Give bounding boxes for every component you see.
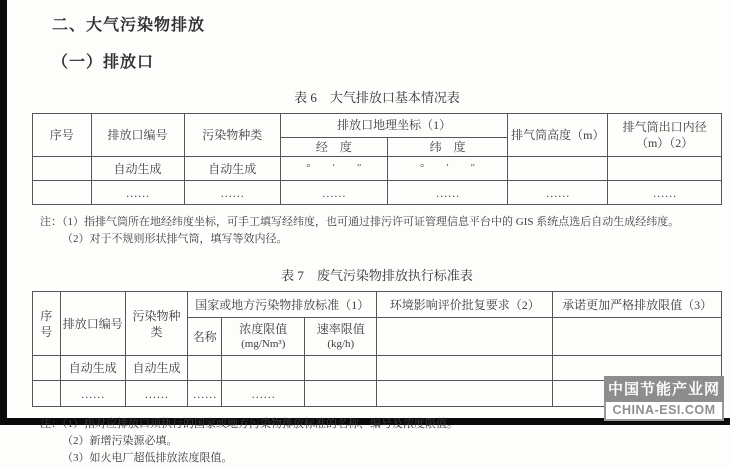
t6-header-latitude: 纬 度: [387, 138, 508, 157]
t7-header-outlet-no: 排放口编号: [60, 292, 125, 356]
t7-header-concentration-limit-unit: (mg/Nm³): [241, 338, 286, 351]
t7-header-seq: 序号: [33, 292, 61, 356]
table6-air-outlet-basic-info: [32, 113, 722, 205]
section-title: 二、大气污染物排放: [52, 17, 206, 34]
t7-cell-outlet-no: 自动生成: [60, 356, 125, 381]
t7-cell-concentration-limit: ……: [222, 381, 305, 407]
t6-cell-longitude: ° ′ ″: [281, 157, 388, 181]
table6-notes: [40, 214, 730, 248]
note-line: 注：（1）指排气筒所在地经纬度坐标，可手工填写经纬度，也可通过排污许可证管理信息平台中的 GIS 系统点选后自动生成经纬度。: [40, 216, 680, 229]
t7-header-rate-limit: [305, 318, 377, 356]
t7-header-rate-limit-unit: (kg/h): [327, 338, 355, 351]
t6-cell-latitude: ° ′ ″: [387, 157, 508, 181]
t6-cell-outlet-no: 自动生成: [91, 157, 184, 181]
t6-cell-stack-height: [508, 157, 608, 181]
t7-cell-pollutant-type: ……: [126, 381, 188, 407]
t7-cell-rate-limit: [305, 356, 377, 381]
t7-cell-standard-name: [188, 356, 222, 381]
site-watermark: [604, 376, 724, 421]
t6-header-outlet-no: 排放口编号: [91, 114, 184, 157]
t6-header-outlet-diameter-line2: （m）（2）: [635, 136, 694, 151]
note-line: 注：（1）指对应排放口须执行的国家或地方污染物排放标准的名称、编号及浓度限值。: [40, 418, 458, 431]
note-line: （2）对于不规则形状排气筒，填写等效内径。: [62, 233, 288, 246]
t6-header-stack-height: 排气筒高度（m）: [508, 114, 608, 157]
watermark-domain: CHINA-ESI.COM: [604, 402, 724, 421]
t7-header-eia-requirement: 环境影响评价批复要求（2）: [377, 292, 553, 318]
t6-cell-pollutant-type: 自动生成: [184, 157, 280, 181]
t6-cell-seq: [33, 181, 92, 205]
t7-cell-seq: [33, 381, 61, 407]
t6-header-geo-coordinates: 排放口地理坐标（1）: [281, 114, 508, 138]
t6-header-longitude: 经 度: [281, 138, 388, 157]
t6-header-outlet-diameter: [608, 114, 722, 157]
t6-cell-outlet-diameter: ……: [608, 181, 722, 205]
table7-caption: 表 7 废气污染物排放执行标准表: [281, 268, 473, 284]
watermark-chinese-name: 中国节能产业网: [604, 376, 724, 402]
t7-cell-eia-requirement: [377, 356, 553, 381]
t7-cell-pollutant-type: 自动生成: [126, 356, 188, 381]
t7-header-rate-limit-line1: 速率限值: [316, 322, 365, 337]
t6-cell-latitude: ……: [387, 181, 508, 205]
scan-edge-left: [0, 0, 7, 425]
t7-header-pollutant-type: 污染物种类: [126, 292, 188, 356]
t6-cell-seq: [33, 157, 92, 181]
t7-header-concentration-limit-line1: 浓度限值: [239, 322, 288, 337]
t7-header-standard-name: 名称: [188, 318, 222, 356]
t7-cell-rate-limit: [305, 381, 377, 407]
t6-header-seq: 序号: [33, 114, 92, 157]
t7-header-stricter-limit: 承诺更加严格排放限值（3）: [553, 292, 722, 318]
note-line: （2）新增污染源必填。: [62, 435, 178, 448]
t6-cell-outlet-no: ……: [91, 181, 184, 205]
table6-caption: 表 6 大气排放口基本情况表: [294, 90, 460, 105]
t7-subheader-stricter-empty: [553, 318, 722, 356]
t7-cell-eia-requirement: [377, 381, 553, 407]
t6-header-pollutant-type: 污染物种类: [184, 114, 280, 157]
t7-cell-outlet-no: ……: [60, 381, 125, 407]
t7-header-concentration-limit: [222, 318, 305, 356]
subsection-title: （一）排放口: [52, 54, 155, 71]
t7-subheader-eia-empty: [377, 318, 553, 356]
t6-cell-outlet-diameter: [608, 157, 722, 181]
note-line: （3）如火电厂超低排放浓度限值。: [62, 452, 233, 465]
t7-cell-concentration-limit: [222, 356, 305, 381]
t6-header-outlet-diameter-line1: 排气筒出口内径: [622, 119, 707, 134]
t7-header-standard: 国家或地方污染物排放标准（1）: [188, 292, 377, 318]
t6-cell-longitude: ……: [281, 181, 388, 205]
t7-cell-standard-name: ……: [188, 381, 222, 407]
t7-cell-seq: [33, 356, 61, 381]
t6-cell-pollutant-type: ……: [184, 181, 280, 205]
t6-cell-stack-height: ……: [508, 181, 608, 205]
table7-notes: [40, 416, 730, 467]
